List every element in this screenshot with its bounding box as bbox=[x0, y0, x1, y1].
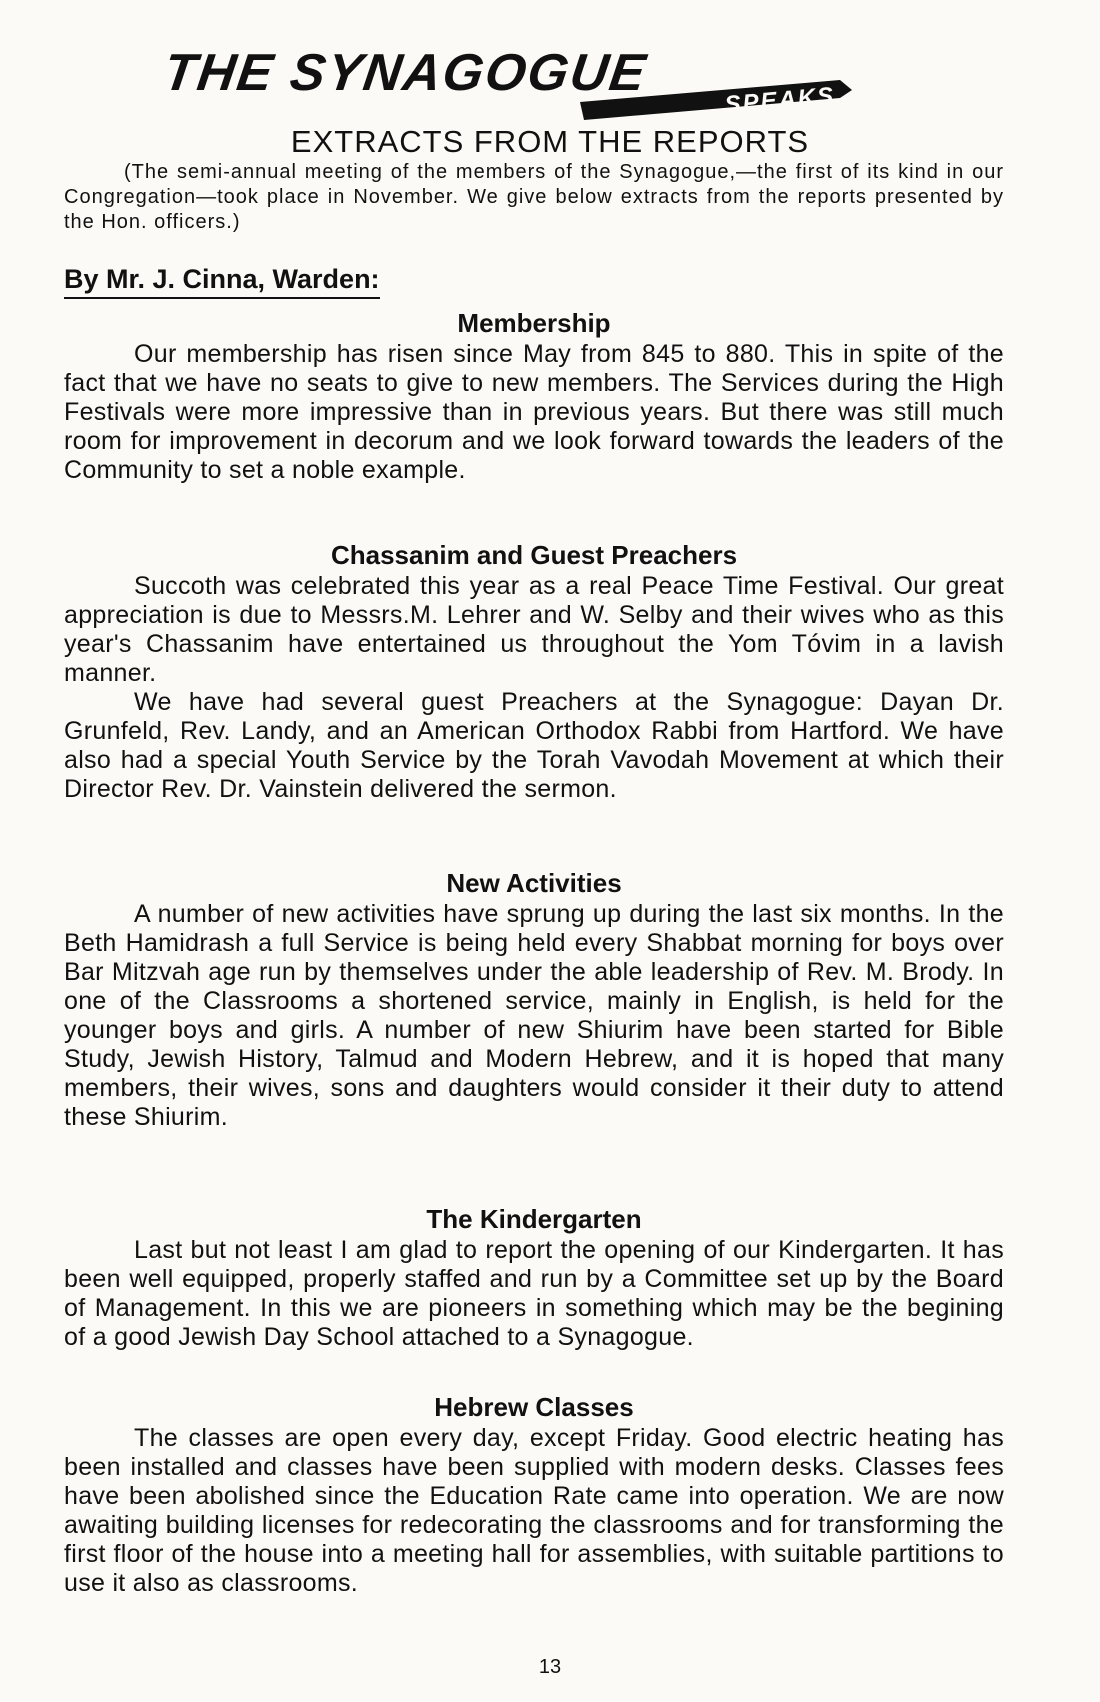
section-heading: The Kindergarten bbox=[426, 1204, 642, 1234]
page-number: 13 bbox=[538, 1656, 562, 1678]
section-heading: Membership bbox=[457, 308, 611, 338]
section-chassanim bbox=[64, 540, 1004, 804]
byline bbox=[64, 264, 1004, 299]
masthead-logo bbox=[160, 40, 860, 120]
masthead-banner bbox=[0, 40, 1100, 120]
section-paragraph: A number of new activities have sprung up during the last six months. In the Beth Hamidrash a full Service is being held every Shabbat morning for boys over Bar Mitzvah age run by themselves under the able leadership of Rev. M. Brody. In one of the Classrooms a shortened service, mainly in English, is held for the younger boys and girls. A number of new Shiurim have been started for Bible Study, Jewish History, Talmud and Modern Hebrew, and it is hoped that many members, their wives, sons and daughters would consider it their duty to attend these Shiurim. bbox=[64, 900, 1004, 1131]
masthead-main-text: THE SYNAGOGUE bbox=[160, 44, 651, 102]
section-membership bbox=[64, 308, 1004, 485]
section-paragraph: We have had several guest Preachers at the Synagogue: Dayan Dr. Grunfeld, Rev. Landy, and an American Orthodox Rabbi from Hartford. We have also had a special Youth Service by the Torah Vavodah Movement at which their Director Rev. Dr. Vainstein delivered the sermon. bbox=[64, 688, 1004, 803]
section-hebrew-classes bbox=[64, 1392, 1004, 1598]
byline-text: By Mr. J. Cinna, Warden: bbox=[64, 264, 380, 299]
intro-note: (The semi-annual meeting of the members of the Synagogue,—the first of its kind in our Congregation—took place in November. We give below extracts from the reports presented by the Hon. officers.) bbox=[64, 161, 1004, 233]
section-heading: Hebrew Classes bbox=[434, 1392, 634, 1422]
section-paragraph: Succoth was celebrated this year as a real Peace Time Festival. Our great appreciation is due to Messrs.M. Lehrer and W. Selby and their wives who as this year's Chassanim have entertained us throughout the Yom Tóvim in a lavish manner. bbox=[64, 572, 1004, 687]
section-kindergarten bbox=[64, 1204, 1004, 1352]
section-paragraph: Our membership has risen since May from 845 to 880. This in spite of the fact that we have no seats to give to new members. The Services during the High Festivals were more impressive than in previous years. But there was still much room for improvement in decorum and we look forward towards the leaders of the Community to set a noble example. bbox=[64, 340, 1004, 484]
section-heading: Chassanim and Guest Preachers bbox=[330, 540, 738, 570]
section-heading: New Activities bbox=[446, 868, 622, 898]
section-new-activities bbox=[64, 868, 1004, 1132]
page-title: EXTRACTS FROM THE REPORTS bbox=[290, 124, 810, 159]
section-paragraph: The classes are open every day, except Friday. Good electric heating has been installed and classes have been supplied with modern desks. Classes fees have been abolished since the Education Rate came into operation. We are now awaiting building licenses for redecorating the classrooms and for transforming the first floor of the house into a meeting hall for assemblies, with suitable partitions to use it also as classrooms. bbox=[64, 1424, 1004, 1597]
section-paragraph: Last but not least I am glad to report the opening of our Kindergarten. It has been well equipped, properly staffed and run by a Committee set up by the Board of Management. In this we are pioneers in something which may be the begining of a good Jewish Day School attached to a Synagogue. bbox=[64, 1236, 1004, 1351]
masthead-ribbon-text: SPEAKS bbox=[723, 82, 837, 119]
